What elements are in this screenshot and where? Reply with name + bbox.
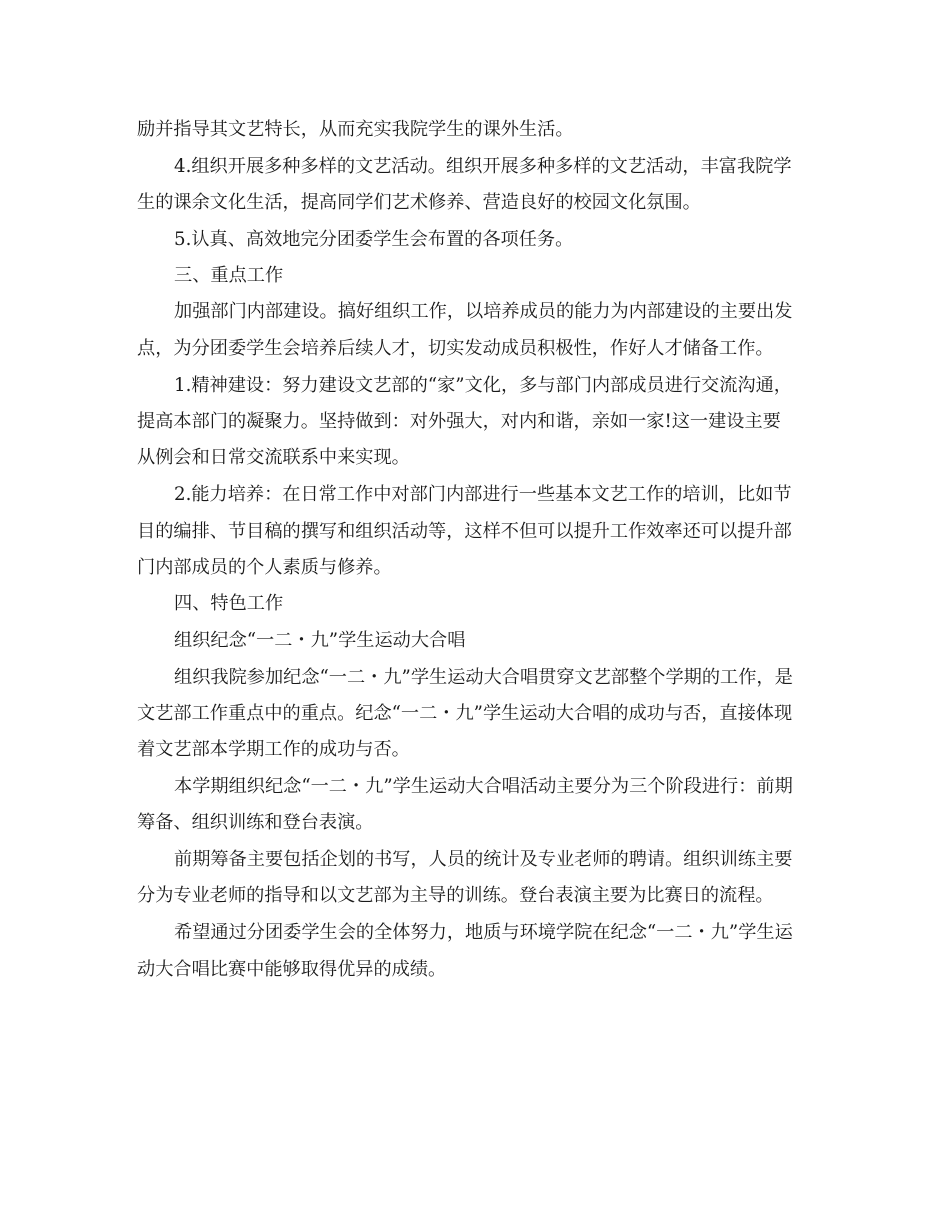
text-line: 分为专业老师的指导和以文艺部为主导的训练。登台表演主要为比赛日的流程。	[137, 885, 774, 906]
text-line: 从例会和日常交流联系中来实现。	[137, 447, 410, 468]
section-heading: 三、重点工作	[174, 265, 284, 286]
text-line: 着文艺部本学期工作的成功与否。	[137, 739, 410, 760]
text-line: 希望通过分团委学生会的全体努力，地质与环境学院在纪念“一二・九”学生运	[174, 922, 793, 943]
text-line: 2.能力培养：在日常工作中对部门内部进行一些基本文艺工作的培训，比如节	[174, 484, 792, 505]
text-line: 组织我院参加纪念“一二・九”学生运动大合唱贯穿文艺部整个学期的工作，是	[174, 667, 793, 688]
text-line: 4.组织开展多种多样的文艺活动。组织开展多种多样的文艺活动，丰富我院学	[174, 156, 792, 177]
text-line: 1.精神建设：努力建设文艺部的“家”文化，多与部门内部成员进行交流沟通，	[174, 375, 792, 396]
text-line: 文艺部工作重点中的重点。纪念“一二・九”学生运动大合唱的成功与否，直接体现	[137, 703, 793, 724]
text-line: 生的课余文化生活，提高同学们艺术修养、营造良好的校园文化氛围。	[137, 192, 701, 213]
text-line: 5.认真、高效地完分团委学生会布置的各项任务。	[174, 229, 574, 250]
text-line: 前期筹备主要包括企划的书写，人员的统计及专业老师的聘请。组织训练主要	[174, 849, 793, 870]
text-line: 励并指导其文艺特长，从而充实我院学生的课外生活。	[137, 119, 574, 140]
text-line: 组织纪念“一二・九”学生运动大合唱	[174, 630, 466, 651]
text-line: 提高本部门的凝聚力。坚持做到：对外强大，对内和谐，亲如一家!这一建设主要	[137, 411, 781, 432]
section-heading: 四、特色工作	[174, 593, 284, 614]
text-line: 目的编排、节目稿的撰写和组织活动等，这样不但可以提升工作效率还可以提升部	[137, 521, 792, 542]
text-line: 门内部成员的个人素质与修养。	[137, 557, 392, 578]
text-line: 筹备、组织训练和登台表演。	[137, 812, 374, 833]
text-line: 动大合唱比赛中能够取得优异的成绩。	[137, 959, 447, 980]
text-line: 点，为分团委学生会培养后续人才，切实发动成员积极性，作好人才储备工作。	[137, 338, 774, 359]
text-line: 本学期组织纪念“一二・九”学生运动大合唱活动主要分为三个阶段进行：前期	[174, 776, 793, 797]
text-line: 加强部门内部建设。搞好组织工作，以培养成员的能力为内部建设的主要出发	[174, 301, 793, 322]
